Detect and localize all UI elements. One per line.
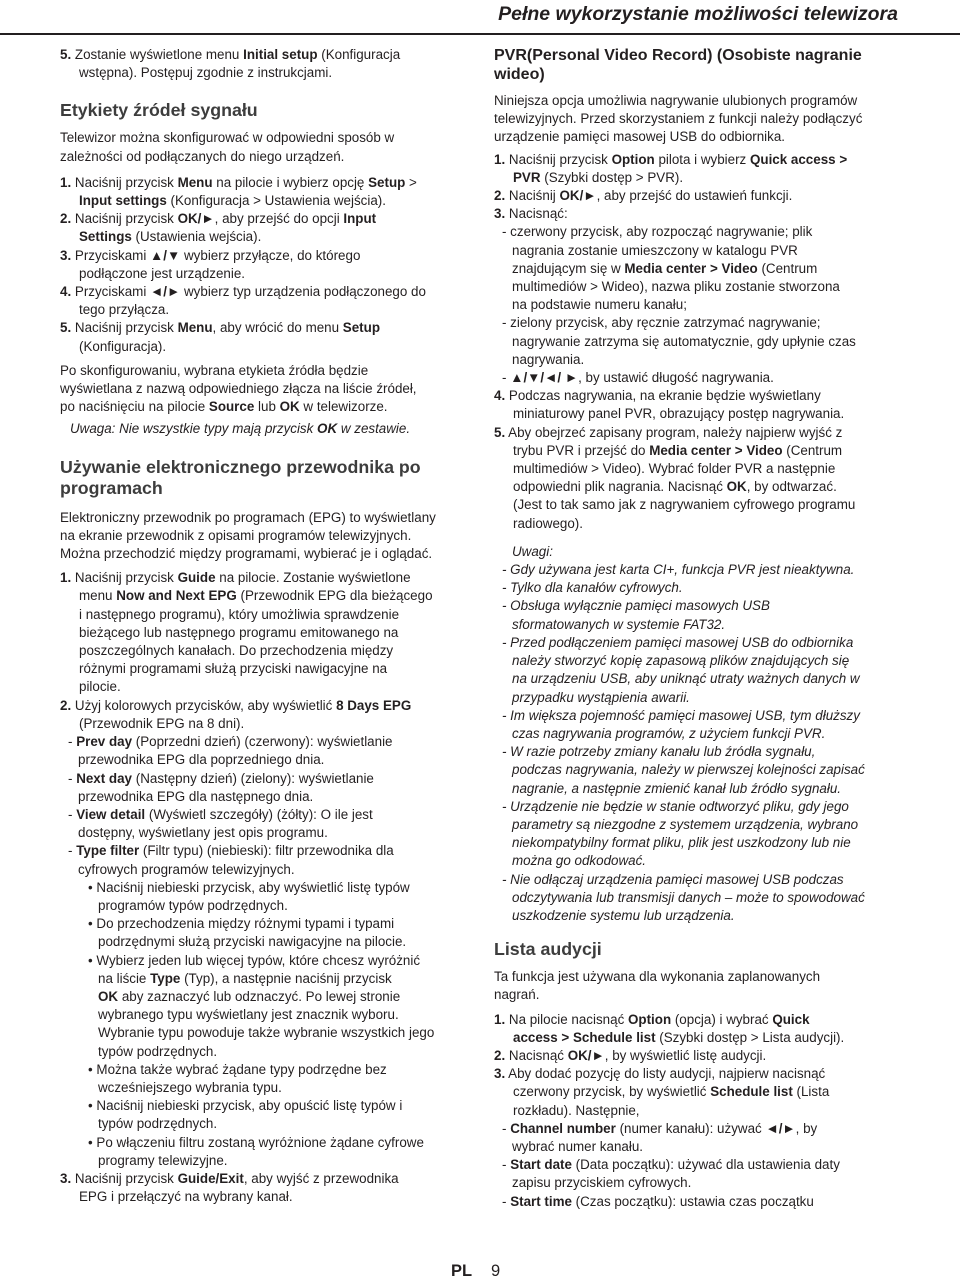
pvr-note: - Przed podłączeniem pamięci masowej USB do odbiornika należy stworzyć kopię zapasową plików znajdujących się na urządzeniu USB, aby uniknąć utraty ważnych danych w przypadku wystąpienia awarii. — [502, 634, 860, 705]
epg-bullet: • Można także wybrać żądane typy podrzędne bez wcześniejszego wybrania typu. — [88, 1061, 387, 1095]
schedule-step-2: 2. Nacisnąć OK/►, by wyświetlić listę audycji. — [494, 1047, 767, 1063]
epg-dash-type-filter: - Type filter (Filtr typu) (niebieski): filtr przewodnika dla cyfrowych programów telewizyjnych. — [68, 843, 394, 877]
schedule-dash-channel: - Channel number (numer kanału): używać ◄/►, by wybrać numer kanału. — [502, 1120, 818, 1154]
section-heading-labels: Etykiety źródeł sygnału — [60, 100, 258, 121]
labels-note: Uwaga: Nie wszystkie typy mają przycisk OK w zestawie. — [70, 421, 411, 437]
schedule-dash-start-time: - Start time (Czas początku): ustawia czas początku — [502, 1193, 814, 1209]
pvr-note: - Gdy używana jest karta CI+, funkcja PVR jest nieaktywna. — [502, 562, 855, 578]
pvr-note: - Urządzenie nie będzie w stanie odtworzyć pliku, gdy jego parametry są niezgodne z systemem urządzenia, wybrano niekompatybilny format pliku, plik jest uszkodzony lub nie można go odkodować. — [502, 798, 859, 869]
schedule-step-3: 3. Aby dodać pozycję do listy audycji, najpierw nacisnąć czerwony przycisk, by wyświetlić Schedule list (Lista rozkładu). Następnie, — [494, 1066, 830, 1118]
section-heading-schedule: Lista audycji — [494, 939, 602, 960]
pvr-notes-title: Uwagi: — [512, 543, 553, 559]
schedule-intro: Ta funkcja jest używana dla wykonania zaplanowanych nagrań. — [494, 969, 821, 1003]
footer-language: PL — [451, 1262, 473, 1280]
labels-step-3: 3. Przyciskami ▲/▼ wybierz przyłącze, do którego podłączone jest urządzenie. — [60, 247, 361, 281]
epg-dash-prev-day: - Prev day (Poprzedni dzień) (czerwony): wyświetlanie przewodnika EPG dla poprzedniego dnia. — [68, 734, 393, 768]
pvr-step-4: 4. Podczas nagrywania, na ekranie będzie wyświetlany miniaturowy panel PVR, obrazujący postęp nagrywania. — [494, 388, 845, 422]
pvr-step-1: 1. Naciśnij przycisk Option pilota i wybierz Quick access > PVR (Szybki dostęp > PVR). — [494, 151, 848, 185]
pvr-green-button-item: - zielony przycisk, aby ręcznie zatrzymać nagrywanie; nagrywanie zatrzyma się automatycznie, gdy upłynie czas nagrywania. — [502, 315, 856, 367]
labels-step-4: 4. Przyciskami ◄/► wybierz typ urządzenia podłączonego do tego przyłącza. — [60, 284, 426, 318]
epg-dash-view-detail: - View detail (Wyświetl szczegóły) (żółty): O ile jest dostępny, wyświetlany jest opis programu. — [68, 806, 373, 841]
pvr-note: - Obsługa wyłącznie pamięci masowych USB sformatowanych w systemie FAT32. — [502, 598, 770, 632]
pvr-arrows-item: - ▲/▼/◄/ ►, by ustawić długość nagrywania. — [502, 370, 774, 386]
epg-bullet: • Do przechodzenia między różnymi typami i typami podrzędnymi służą przyciski nawigacyjne na pilocie. — [88, 916, 407, 950]
labels-after: Po skonfigurowaniu, wybrana etykieta źródła będzie wyświetlana z nazwą odpowiedniego złącza na liście źródeł, po naciśnięciu na pilocie Source lub OK w telewizorze. — [60, 362, 417, 415]
epg-bullet: • Po włączeniu filtru zostaną wyróżnione żądane cyfrowe programy telewizyjne. — [88, 1134, 424, 1168]
section-heading-pvr: PVR(Personal Video Record) (Osobiste nagranie wideo) — [494, 47, 862, 83]
pvr-step-2: 2. Naciśnij OK/►, aby przejść do ustawień funkcji. — [494, 188, 793, 204]
section-heading-epg: Używanie elektronicznego przewodnika po programach — [60, 456, 421, 498]
pvr-notes — [494, 543, 914, 925]
footer-page-number: 9 — [491, 1262, 501, 1280]
pvr-intro: Niniejsza opcja umożliwia nagrywanie ulubionych programów telewizyjnych. Przed skorzystaniem z funkcji należy podłączyć urządzenie pamięci masowej USB do odbiornika. — [494, 93, 863, 145]
pvr-note: - W razie potrzeby zmiany kanału lub źródła sygnału, podczas nagrywania, należy w pierwszej kolejności zapisać nagranie, a następnie zmienić kanał lub źródło sygnału. — [502, 744, 865, 796]
page-header-title: Pełne wykorzystanie możliwości telewizora — [498, 3, 898, 25]
pvr-note: - Nie odłączaj urządzenia pamięci masowej USB podczas odczytywania lub transmisji danych – może to spowodować uszkodzenie systemu lub urządzenia. — [502, 871, 865, 923]
epg-filter-bullets — [60, 879, 480, 1170]
pvr-note: - Tylko dla kanałów cyfrowych. — [502, 580, 683, 596]
epg-bullet: • Wybierz jeden lub więcej typów, które chcesz wyróżnić na liście Type (Typ), a następnie naciśnij przycisk OK aby zaznaczyć lub odznaczyć. Po lewej stronie wybranego typu wyświetlany jest znacznik wyboru. Wybranie typu powoduje także wybranie wszystkich jego typów podrzędnych. — [88, 952, 435, 1059]
epg-dash-next-day: - Next day (Następny dzień) (zielony): wyświetlanie przewodnika EPG dla następnego dnia. — [68, 770, 374, 804]
right-column — [494, 46, 914, 1211]
pvr-step-5: 5. Aby obejrzeć zapisany program, należy najpierw wyjść z trybu PVR i przejść do Media center > Video (Centrum multimediów > Video). Wybrać folder PVR a następnie odpowiedni plik nagrania. Nacisnąć OK, by odtwarzać. (Jest to tak samo jak z nagrywaniem cyfrowego programu radiowego). — [494, 424, 856, 531]
labels-intro: Telewizor można skonfigurować w odpowiedni sposób w zależności od podłączanych do niego urządzeń. — [60, 130, 395, 164]
labels-steps — [60, 174, 480, 356]
header-rule — [0, 33, 960, 35]
labels-step-5: 5. Naciśnij przycisk Menu, aby wrócić do menu Setup (Konfiguracja). — [60, 320, 380, 354]
pvr-red-button-item: - czerwony przycisk, aby rozpocząć nagrywanie; plik nagrania zostanie umieszczony w katalogu PVR znajdującym się w Media center > Video (Centrum multimediów > Wideo), nazwa pliku zostanie stworzona na podstawie numeru kanału; — [502, 224, 840, 313]
pvr-step-3: 3. Nacisnąć: — [494, 206, 568, 222]
epg-bullet: • Naciśnij niebieski przycisk, aby wyświetlić listę typów programów typów podrzędnych. — [88, 879, 410, 913]
epg-intro: Elektroniczny przewodnik po programach (EPG) to wyświetlany na ekranie przewodnik z opisami programów telewizyjnych. Można przechodzić między programami, wybierać je i oglądać. — [60, 509, 436, 562]
intro-step-5: 5. Zostanie wyświetlone menu Initial setup (Konfiguracja wstępna). Postępuj zgodnie z instrukcjami. — [60, 47, 401, 81]
epg-step-1: 1. Naciśnij przycisk Guide na pilocie. Zostanie wyświetlone menu Now and Next EPG (Przewodnik EPG dla bieżącego i następnego programu), który umożliwia sprawdzenie bieżącego lub następnego programu emitowanego na poszczególnych kanałach. Do przechodzenia między różnymi programami służą przyciski nawigacyjne na pilocie. — [60, 570, 433, 695]
epg-bullet: • Naciśnij niebieski przycisk, aby opuścić listę typów i typów podrzędnych. — [88, 1098, 403, 1132]
labels-step-2: 2. Naciśnij przycisk OK/►, aby przejść do opcji Input Settings (Ustawienia wejścia). — [60, 211, 377, 245]
epg-step-2: 2. Użyj kolorowych przycisków, aby wyświetlić 8 Days EPG (Przewodnik EPG na 8 dni). — [60, 697, 412, 731]
labels-step-1: 1. Naciśnij przycisk Menu na pilocie i wybierz opcję Setup > Input settings (Konfiguracja > Ustawienia wejścia). — [60, 174, 417, 209]
left-column — [60, 46, 480, 1206]
schedule-dash-start-date: - Start date (Data początku): używać dla ustawienia daty zapisu przyciskiem cyfrowych. — [502, 1157, 840, 1191]
pvr-note: - Im większa pojemność pamięci masowej USB, tym dłuższy czas nagrywania programów, z użyciem funkcji PVR. — [502, 707, 860, 741]
epg-color-buttons — [60, 733, 480, 879]
epg-step-3: 3. Naciśnij przycisk Guide/Exit, aby wyjść z przewodnika EPG i przełączyć na wybrany kanał. — [60, 1170, 399, 1205]
schedule-step-1: 1. Na pilocie nacisnąć Option (opcja) i wybrać Quick access > Schedule list (Szybki dostęp > Lista audycji). — [494, 1011, 845, 1045]
